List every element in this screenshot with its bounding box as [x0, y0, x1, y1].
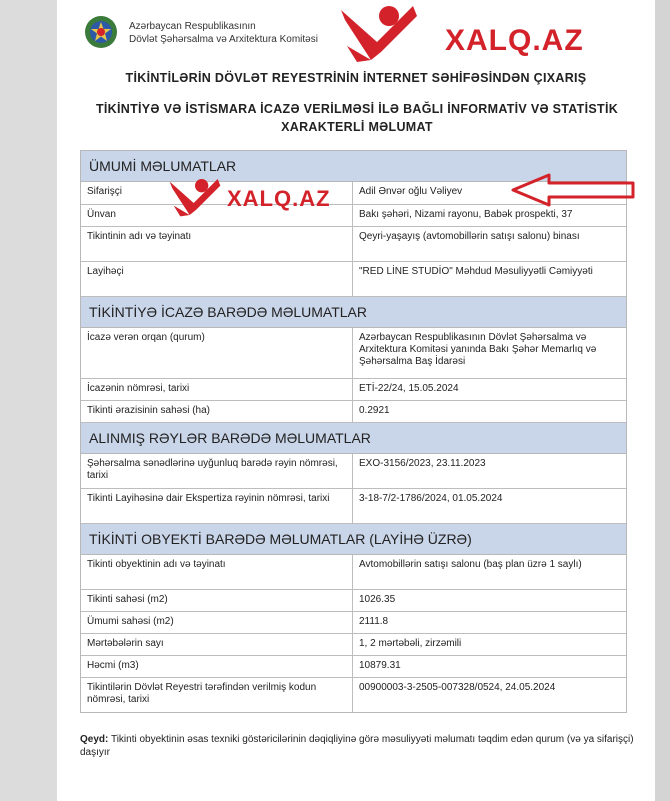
table-row — [81, 590, 626, 612]
committee-line-1: Azərbaycan Respublikasının — [129, 21, 256, 32]
row-label: Həcmi (m3) — [81, 656, 353, 677]
table-row — [81, 379, 626, 401]
background-left-margin — [0, 0, 57, 801]
document-title: TİKİNTİLƏRİN DÖVLƏT REYESTRİNİN İNTERNET SƏHİFƏSİNDƏN ÇIXARIŞ — [125, 71, 587, 85]
table-row — [81, 634, 626, 656]
row-label: İcazə verən orqan (qurum) — [81, 328, 353, 378]
row-label: Tikinti obyektinin adı və təyinatı — [81, 555, 353, 589]
row-value: Bakı şəhəri, Nizami rayonu, Babək prospekti, 37 — [359, 209, 573, 220]
row-label: Layihəçi — [81, 262, 353, 296]
state-emblem-icon — [83, 14, 119, 50]
xalq-watermark — [167, 174, 367, 226]
document-header — [57, 0, 655, 60]
section-header-permit: TİKİNTİYƏ İCAZƏ BARƏDƏ MƏLUMATLAR — [81, 297, 626, 328]
xalq-watermark-text: XALQ.AZ — [227, 186, 331, 211]
footnote-text: Tikinti obyektinin əsas texniki göstəricilərinin dəqiqliyinə görə məsuliyyəti məlumatı təqdim edən qurum (və ya sifarişçi) daşıyır — [80, 734, 634, 758]
row-value: 2111.8 — [359, 616, 389, 627]
row-value: 0.2921 — [359, 405, 390, 416]
row-value: 3-18-7/2-1786/2024, 01.05.2024 — [359, 493, 503, 504]
row-value: 00900003-3-2505-007328/0524, 24.05.2024 — [359, 682, 556, 693]
row-label: Tikintinin adı və təyinatı — [81, 227, 353, 261]
table-row — [81, 328, 626, 379]
row-label: İcazənin nömrəsi, tarixi — [81, 379, 353, 400]
table-row — [81, 656, 626, 678]
table-row — [81, 401, 626, 423]
table-row — [81, 555, 626, 590]
row-label: Mərtəbələrin sayı — [81, 634, 353, 655]
row-label: Tikinti sahəsi (m2) — [81, 590, 353, 611]
table-row — [81, 612, 626, 634]
background-right-margin — [655, 0, 670, 801]
row-value: 1, 2 mərtəbəli, zirzəmili — [359, 638, 462, 649]
row-value: 1026.35 — [359, 594, 396, 605]
row-value: 10879.31 — [359, 660, 401, 671]
table-row — [81, 489, 626, 524]
footnote — [80, 733, 640, 759]
xalq-logo-text: XALQ.AZ — [445, 24, 584, 57]
xalq-logo-mark-icon — [337, 2, 421, 64]
section-header-object: TİKİNTİ OBYEKTİ BARƏDƏ MƏLUMATLAR (LAYİHƏ ÜZRƏ) — [81, 524, 626, 555]
row-label: Tikinti Layihəsinə dair Ekspertiza rəyinin nömrəsi, tarixi — [81, 489, 353, 523]
committee-name — [129, 20, 318, 46]
left-arrow-annotation-icon — [509, 172, 639, 208]
row-label: Ünvan — [81, 205, 353, 226]
footnote-label: Qeyd: — [80, 734, 109, 745]
section-header-opinions: ALINMIŞ RƏYLƏR BARƏDƏ MƏLUMATLAR — [81, 423, 626, 454]
row-label: Sifarişçi — [81, 182, 353, 204]
row-value: Avtomobillərin satışı salonu (baş plan üzrə 1 saylı) — [359, 559, 582, 570]
xalq-watermark-mark-icon — [167, 174, 223, 220]
document-subtitle: TİKİNTİYƏ VƏ İSTİSMARA İCAZƏ VERİLMƏSİ İLƏ BAĞLI İNFORMATİV VƏ STATİSTİK XARAKTERLİ MƏLUMAT — [95, 102, 619, 134]
row-label: Ümumi sahəsi (m2) — [81, 612, 353, 633]
table-row — [81, 227, 626, 262]
committee-line-2: Dövlət Şəhərsalma və Arxitektura Komitəsi — [129, 34, 318, 45]
document-page — [57, 0, 655, 801]
section-header-general: ÜMUMİ MƏLUMATLAR — [81, 151, 626, 182]
row-label: Tikinti ərazisinin sahəsi (ha) — [81, 401, 353, 422]
row-value: Adil Ənvər oğlu Vəliyev — [359, 186, 463, 197]
row-value: Qeyri-yaşayış (avtomobillərin satışı salonu) binası — [359, 231, 580, 242]
row-label: Tikintilərin Dövlət Reyestri tərəfindən verilmiş kodun nömrəsi, tarixi — [81, 678, 353, 712]
row-value: Azərbaycan Respublikasının Dövlət Şəhərsalma və Arxitektura Komitəsi yanında Bakı Şəhər Memarlıq və Şəhərsalma Baş İdarəsi — [359, 332, 597, 367]
row-value: EXO-3156/2023, 23.11.2023 — [359, 458, 486, 469]
table-row — [81, 262, 626, 297]
row-label: Şəhərsalma sənədlərinə uyğunluq barədə rəyin nömrəsi, tarixi — [81, 454, 353, 488]
row-value: ETİ-22/24, 15.05.2024 — [359, 383, 459, 394]
row-value: "RED LİNE STUDİO" Məhdud Məsuliyyətli Cəmiyyəti — [359, 266, 593, 277]
table-row — [81, 454, 626, 489]
information-table — [80, 150, 627, 713]
table-row — [81, 678, 626, 712]
